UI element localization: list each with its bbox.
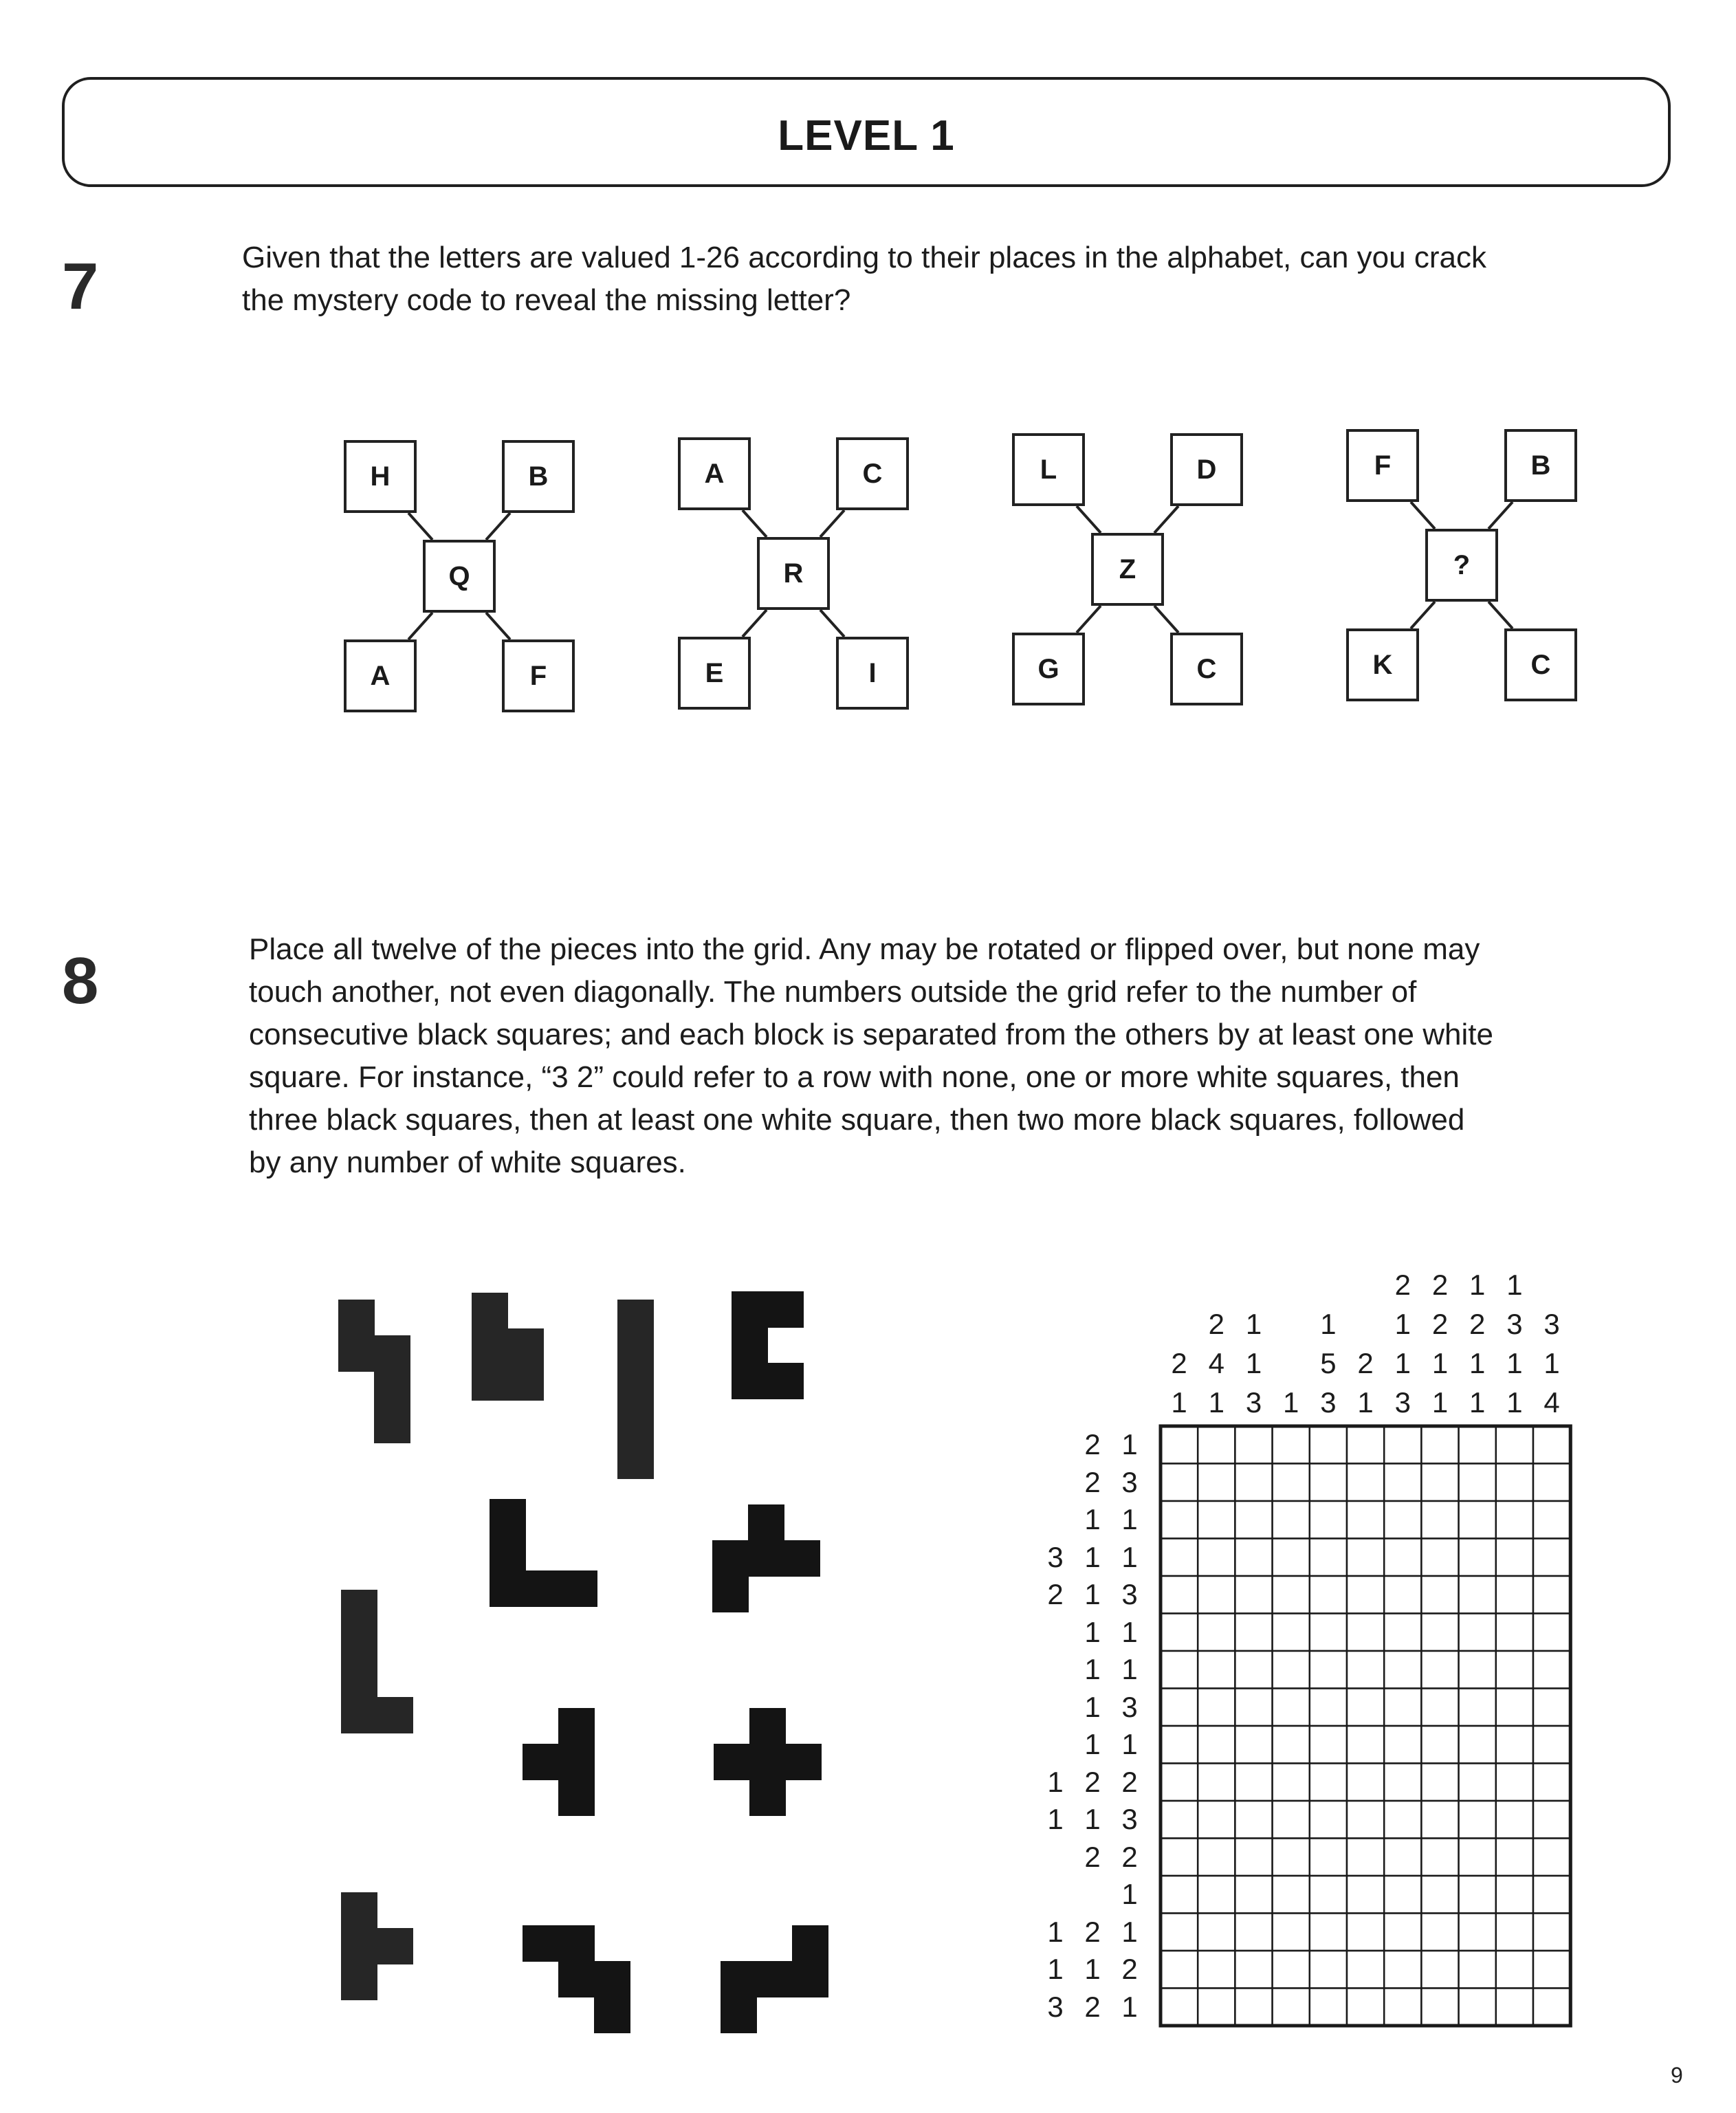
grid-cell[interactable] — [1384, 1539, 1421, 1577]
grid-cell[interactable] — [1421, 1801, 1458, 1839]
grid-cell[interactable] — [1273, 1501, 1310, 1539]
grid-cell[interactable] — [1198, 1951, 1235, 1989]
grid-cell[interactable] — [1161, 1839, 1198, 1876]
column-clue-number: 3 — [1543, 1308, 1560, 1340]
row-clue-number: 2 — [1084, 1465, 1101, 1498]
grid-cell[interactable] — [1533, 1876, 1570, 1914]
grid-cell[interactable] — [1384, 1576, 1421, 1614]
column-clue-number: 3 — [1506, 1308, 1523, 1340]
grid-cell[interactable] — [1533, 1464, 1570, 1502]
grid-cell[interactable] — [1421, 1951, 1458, 1989]
grid-cell[interactable] — [1273, 1689, 1310, 1727]
grid-cell[interactable] — [1421, 1426, 1458, 1464]
row-clue-number: 1 — [1084, 1953, 1101, 1986]
column-clue-number: 1 — [1506, 1347, 1523, 1379]
grid-cell[interactable] — [1310, 1426, 1347, 1464]
letter-box-top-right: B — [502, 440, 575, 513]
grid-cell[interactable] — [1273, 1464, 1310, 1502]
grid-cell[interactable] — [1496, 1726, 1533, 1764]
row-clue-number: 2 — [1084, 1915, 1101, 1948]
grid-cell[interactable] — [1235, 1839, 1272, 1876]
row-clue-number: 1 — [1121, 1540, 1138, 1573]
question-7-line: the mystery code to reveal the missing letter? — [242, 283, 851, 317]
grid-cell[interactable] — [1421, 1839, 1458, 1876]
grid-cell[interactable] — [1459, 1501, 1496, 1539]
grid-cell[interactable] — [1347, 1914, 1384, 1951]
grid-cell[interactable] — [1496, 1801, 1533, 1839]
grid-cell[interactable] — [1347, 1876, 1384, 1914]
letter-box-top-left: A — [678, 437, 751, 510]
column-clue-number: 2 — [1431, 1308, 1449, 1340]
row-clue-number: 1 — [1047, 1765, 1064, 1798]
grid-cell[interactable] — [1384, 1914, 1421, 1951]
column-clue-number: 4 — [1208, 1347, 1224, 1379]
row-clue-number: 1 — [1121, 1653, 1138, 1686]
column-clue-number: 1 — [1171, 1386, 1187, 1419]
grid-cell[interactable] — [1533, 1614, 1570, 1652]
grid-cell[interactable] — [1273, 1914, 1310, 1951]
grid-cell[interactable] — [1347, 1951, 1384, 1989]
grid-cell[interactable] — [1459, 1989, 1496, 2026]
grid-cell[interactable] — [1273, 1614, 1310, 1652]
column-clue-number: 1 — [1245, 1347, 1262, 1379]
row-clue-number: 1 — [1047, 1953, 1064, 1986]
grid-cell[interactable] — [1161, 1689, 1198, 1727]
grid-cell[interactable] — [1161, 1576, 1198, 1614]
grid-cell[interactable] — [1198, 1689, 1235, 1727]
grid-cell[interactable] — [1459, 1726, 1496, 1764]
grid-cell[interactable] — [1310, 1876, 1347, 1914]
grid-cell[interactable] — [1347, 1801, 1384, 1839]
row-clue-number: 3 — [1047, 1540, 1064, 1573]
grid-cell[interactable] — [1310, 1764, 1347, 1802]
grid-cell[interactable] — [1496, 1951, 1533, 1989]
grid-cell[interactable] — [1198, 1539, 1235, 1577]
letter-box-center: Q — [423, 540, 496, 613]
grid-cell[interactable] — [1384, 1614, 1421, 1652]
grid-cell[interactable] — [1421, 1614, 1458, 1652]
column-clue-number: 1 — [1394, 1308, 1411, 1340]
grid-cell[interactable] — [1198, 1876, 1235, 1914]
grid-cell[interactable] — [1161, 1989, 1198, 2026]
column-clue-number: 2 — [1208, 1308, 1224, 1340]
grid-cell[interactable] — [1421, 1464, 1458, 1502]
grid-cell[interactable] — [1421, 1764, 1458, 1802]
grid-cell[interactable] — [1273, 1989, 1310, 2026]
grid-cell[interactable] — [1459, 1651, 1496, 1689]
row-clue-number: 3 — [1121, 1690, 1138, 1723]
grid-cell[interactable] — [1533, 1651, 1570, 1689]
grid-cell[interactable] — [1496, 1764, 1533, 1802]
row-clue-number: 1 — [1047, 1803, 1064, 1836]
grid-cell[interactable] — [1235, 1501, 1272, 1539]
column-clue-number: 1 — [1208, 1386, 1224, 1419]
row-clue-number: 1 — [1084, 1653, 1101, 1686]
grid-cell[interactable] — [1161, 1501, 1198, 1539]
grid-cell[interactable] — [1273, 1951, 1310, 1989]
grid-cell[interactable] — [1384, 1689, 1421, 1727]
grid-cell[interactable] — [1384, 1764, 1421, 1802]
row-clue-number: 1 — [1084, 1728, 1101, 1761]
grid-cell[interactable] — [1161, 1876, 1198, 1914]
grid-cell[interactable] — [1161, 1614, 1198, 1652]
row-clue-number: 2 — [1121, 1953, 1138, 1986]
grid-cell[interactable] — [1459, 1614, 1496, 1652]
grid-cell[interactable] — [1347, 1689, 1384, 1727]
grid-cell[interactable] — [1161, 1539, 1198, 1577]
grid-cell[interactable] — [1533, 1501, 1570, 1539]
grid-cell[interactable] — [1384, 1839, 1421, 1876]
grid-cell[interactable] — [1235, 1764, 1272, 1802]
letter-box-bottom-right: C — [1504, 628, 1577, 701]
column-clue-number: 1 — [1506, 1386, 1523, 1419]
grid-cell[interactable] — [1384, 1951, 1421, 1989]
grid-cell[interactable] — [1161, 1651, 1198, 1689]
letter-box-top-left: F — [1346, 429, 1419, 502]
grid-cell[interactable] — [1310, 1914, 1347, 1951]
grid-cell[interactable] — [1421, 1651, 1458, 1689]
question-8-line: three black squares, then at least one white square, then two more black squares, followed — [249, 1103, 1465, 1137]
row-clue-number: 1 — [1121, 1728, 1138, 1761]
grid-cell[interactable] — [1235, 1614, 1272, 1652]
grid-cell[interactable] — [1459, 1689, 1496, 1727]
question-7-line: Given that the letters are valued 1-26 according to their places in the alphabet, can you crack — [242, 241, 1486, 274]
row-clue-number: 1 — [1121, 1990, 1138, 2023]
grid-cell[interactable] — [1235, 1651, 1272, 1689]
grid-cell[interactable] — [1459, 1764, 1496, 1802]
grid-cell[interactable] — [1459, 1539, 1496, 1577]
grid-cell[interactable] — [1273, 1576, 1310, 1614]
grid-cell[interactable] — [1235, 1801, 1272, 1839]
column-clue-number: 2 — [1431, 1269, 1449, 1301]
column-clue-number: 1 — [1469, 1269, 1486, 1301]
column-clue-number: 1 — [1283, 1386, 1299, 1419]
letter-box-center: ? — [1425, 529, 1498, 602]
grid-cell[interactable] — [1347, 1726, 1384, 1764]
letter-box-top-right: D — [1170, 433, 1243, 506]
column-clue-number: 1 — [1320, 1308, 1337, 1340]
grid-cell[interactable] — [1421, 1501, 1458, 1539]
row-clue-number: 2 — [1084, 1428, 1101, 1461]
column-clue-number: 5 — [1320, 1347, 1337, 1379]
grid-cell[interactable] — [1347, 1501, 1384, 1539]
grid-cell[interactable] — [1310, 1801, 1347, 1839]
row-clue-number: 1 — [1084, 1578, 1101, 1611]
question-8-line: consecutive black squares; and each block is separated from the others by at least one white — [249, 1018, 1493, 1051]
grid-cell[interactable] — [1310, 1651, 1347, 1689]
column-clue-number: 1 — [1357, 1386, 1374, 1419]
grid-cell[interactable] — [1235, 1914, 1272, 1951]
grid-cell[interactable] — [1421, 1726, 1458, 1764]
row-clue-number: 2 — [1084, 1990, 1101, 2023]
row-clue-number: 3 — [1121, 1803, 1138, 1836]
grid-cell[interactable] — [1273, 1726, 1310, 1764]
grid-cell[interactable] — [1235, 1539, 1272, 1577]
grid-cell[interactable] — [1459, 1839, 1496, 1876]
grid-cell[interactable] — [1347, 1764, 1384, 1802]
column-clue-number: 1 — [1469, 1386, 1486, 1419]
grid-cell[interactable] — [1533, 1989, 1570, 2026]
row-clue-number: 2 — [1121, 1840, 1138, 1873]
column-clue-number: 1 — [1394, 1347, 1411, 1379]
grid-cell[interactable] — [1533, 1426, 1570, 1464]
grid-cell[interactable] — [1384, 1989, 1421, 2026]
grid-cell[interactable] — [1533, 1726, 1570, 1764]
grid-cell[interactable] — [1533, 1689, 1570, 1727]
grid-cell[interactable] — [1384, 1726, 1421, 1764]
grid-cell[interactable] — [1198, 1914, 1235, 1951]
row-clue-number: 3 — [1047, 1990, 1064, 2023]
column-clue-number: 2 — [1394, 1269, 1411, 1301]
letter-box-top-right: B — [1504, 429, 1577, 502]
grid-cell[interactable] — [1533, 1764, 1570, 1802]
grid-cell[interactable] — [1198, 1426, 1235, 1464]
grid-cell[interactable] — [1273, 1839, 1310, 1876]
grid-cell[interactable] — [1310, 1839, 1347, 1876]
grid-cell[interactable] — [1198, 1501, 1235, 1539]
grid-cell[interactable] — [1161, 1801, 1198, 1839]
letter-box-bottom-right: I — [836, 637, 909, 710]
grid-cell[interactable] — [1273, 1876, 1310, 1914]
grid-cell[interactable] — [1459, 1951, 1496, 1989]
page-number: 9 — [1671, 2063, 1683, 2088]
column-clue-number: 3 — [1245, 1386, 1262, 1419]
grid-cell[interactable] — [1310, 1576, 1347, 1614]
column-clue-number: 2 — [1171, 1347, 1187, 1379]
letter-box-bottom-left: A — [344, 639, 417, 712]
grid-cell[interactable] — [1421, 1539, 1458, 1577]
letter-box-center: R — [757, 537, 830, 610]
row-clue-number: 2 — [1121, 1765, 1138, 1798]
row-clue-number: 3 — [1121, 1578, 1138, 1611]
grid-cell[interactable] — [1533, 1576, 1570, 1614]
question-7-number: 7 — [62, 250, 99, 323]
grid-cell[interactable] — [1533, 1951, 1570, 1989]
grid-cell[interactable] — [1161, 1764, 1198, 1802]
letter-box-bottom-right: C — [1170, 633, 1243, 705]
grid-cell[interactable] — [1496, 1426, 1533, 1464]
question-8-number: 8 — [62, 944, 99, 1018]
column-clue-number: 1 — [1431, 1386, 1449, 1419]
grid-cell[interactable] — [1273, 1651, 1310, 1689]
row-clue-number: 1 — [1084, 1615, 1101, 1648]
grid-cell[interactable] — [1235, 1876, 1272, 1914]
grid-cell[interactable] — [1235, 1989, 1272, 2026]
row-clue-number: 1 — [1121, 1878, 1138, 1911]
grid-cell[interactable] — [1198, 1614, 1235, 1652]
grid-cell[interactable] — [1198, 1576, 1235, 1614]
column-clue-number: 1 — [1245, 1308, 1262, 1340]
grid-cell[interactable] — [1384, 1801, 1421, 1839]
grid-cell[interactable] — [1347, 1839, 1384, 1876]
letter-box-bottom-left: G — [1012, 633, 1085, 705]
grid-cell[interactable] — [1421, 1989, 1458, 2026]
grid-cell[interactable] — [1459, 1576, 1496, 1614]
row-clue-number: 1 — [1047, 1915, 1064, 1948]
grid-cell[interactable] — [1496, 1989, 1533, 2026]
column-clue-number: 2 — [1469, 1308, 1486, 1340]
grid-cell[interactable] — [1198, 1801, 1235, 1839]
grid-cell[interactable] — [1347, 1539, 1384, 1577]
grid-cell[interactable] — [1161, 1726, 1198, 1764]
grid-cell[interactable] — [1496, 1576, 1533, 1614]
column-clue-number: 1 — [1506, 1269, 1523, 1301]
grid-cell[interactable] — [1459, 1426, 1496, 1464]
grid-cell[interactable] — [1347, 1464, 1384, 1502]
grid-cell[interactable] — [1235, 1426, 1272, 1464]
grid-cell[interactable] — [1533, 1839, 1570, 1876]
grid-cell[interactable] — [1310, 1726, 1347, 1764]
row-clue-number: 1 — [1084, 1540, 1101, 1573]
question-8-line: touch another, not even diagonally. The numbers outside the grid refer to the number of — [249, 975, 1417, 1009]
grid-cell[interactable] — [1347, 1651, 1384, 1689]
column-clue-number: 3 — [1394, 1386, 1411, 1419]
grid-cell[interactable] — [1235, 1726, 1272, 1764]
row-clue-number: 1 — [1084, 1803, 1101, 1836]
grid-cell[interactable] — [1347, 1989, 1384, 2026]
grid-cell[interactable] — [1459, 1801, 1496, 1839]
grid-cell[interactable] — [1496, 1876, 1533, 1914]
grid-cell[interactable] — [1459, 1464, 1496, 1502]
letter-box-bottom-right: F — [502, 639, 575, 712]
row-clue-number: 2 — [1047, 1578, 1064, 1611]
row-clue-number: 1 — [1121, 1428, 1138, 1461]
grid-cell[interactable] — [1533, 1801, 1570, 1839]
grid-cell[interactable] — [1421, 1914, 1458, 1951]
grid-cell[interactable] — [1273, 1801, 1310, 1839]
question-8-line: by any number of white squares. — [249, 1146, 686, 1179]
column-clue-number: 1 — [1543, 1347, 1560, 1379]
grid-cell[interactable] — [1496, 1689, 1533, 1727]
grid-cell[interactable] — [1496, 1464, 1533, 1502]
grid-cell[interactable] — [1310, 1614, 1347, 1652]
grid-cell[interactable] — [1310, 1951, 1347, 1989]
grid-cell[interactable] — [1347, 1576, 1384, 1614]
grid-cell[interactable] — [1198, 1764, 1235, 1802]
letter-box-top-left: L — [1012, 433, 1085, 506]
grid-cell[interactable] — [1496, 1614, 1533, 1652]
grid-cell[interactable] — [1421, 1576, 1458, 1614]
grid-cell[interactable] — [1310, 1989, 1347, 2026]
row-clue-number: 1 — [1121, 1615, 1138, 1648]
letter-box-bottom-left: K — [1346, 628, 1419, 701]
grid-cell[interactable] — [1533, 1539, 1570, 1577]
grid-cell[interactable] — [1496, 1839, 1533, 1876]
row-clue-number: 3 — [1121, 1465, 1138, 1498]
grid-cell[interactable] — [1384, 1464, 1421, 1502]
grid-cell[interactable] — [1198, 1989, 1235, 2026]
row-clue-number: 1 — [1084, 1690, 1101, 1723]
grid-cell[interactable] — [1496, 1914, 1533, 1951]
grid-cell[interactable] — [1421, 1876, 1458, 1914]
grid-cell[interactable] — [1310, 1464, 1347, 1502]
row-clue-number: 1 — [1121, 1915, 1138, 1948]
grid-cell[interactable] — [1273, 1426, 1310, 1464]
column-clue-number: 1 — [1431, 1347, 1449, 1379]
grid-cell[interactable] — [1384, 1426, 1421, 1464]
grid-cell[interactable] — [1496, 1501, 1533, 1539]
letter-box-center: Z — [1091, 533, 1164, 606]
grid-cell[interactable] — [1235, 1576, 1272, 1614]
grid-cell[interactable] — [1459, 1876, 1496, 1914]
grid-cell[interactable] — [1161, 1914, 1198, 1951]
grid-cell[interactable] — [1347, 1614, 1384, 1652]
grid-cell[interactable] — [1310, 1689, 1347, 1727]
grid-cell[interactable] — [1384, 1876, 1421, 1914]
grid-cell[interactable] — [1496, 1651, 1533, 1689]
grid-cell[interactable] — [1384, 1651, 1421, 1689]
grid-cell[interactable] — [1496, 1539, 1533, 1577]
grid-cell[interactable] — [1235, 1951, 1272, 1989]
grid-cell[interactable] — [1198, 1651, 1235, 1689]
grid-cell[interactable] — [1273, 1539, 1310, 1577]
letter-box-bottom-left: E — [678, 637, 751, 710]
row-clue-number: 1 — [1084, 1503, 1101, 1536]
grid-cell[interactable] — [1161, 1426, 1198, 1464]
column-clue-number: 1 — [1469, 1347, 1486, 1379]
question-8-line: square. For instance, “3 2” could refer to a row with none, one or more white squares, then — [249, 1060, 1460, 1094]
letter-box-top-left: H — [344, 440, 417, 513]
row-clue-number: 2 — [1084, 1765, 1101, 1798]
grid-cell[interactable] — [1198, 1839, 1235, 1876]
column-clue-number: 2 — [1357, 1347, 1374, 1379]
grid-cell[interactable] — [1273, 1764, 1310, 1802]
grid-cell[interactable] — [1421, 1689, 1458, 1727]
column-clue-number: 4 — [1543, 1386, 1560, 1419]
grid-cell[interactable] — [1235, 1464, 1272, 1502]
grid-cell[interactable] — [1310, 1539, 1347, 1577]
level-title: LEVEL 1 — [778, 112, 955, 160]
grid-cell[interactable] — [1198, 1464, 1235, 1502]
grid-cell[interactable] — [1459, 1914, 1496, 1951]
grid-cell[interactable] — [1161, 1951, 1198, 1989]
grid-cell[interactable] — [1161, 1464, 1198, 1502]
grid-cell[interactable] — [1533, 1914, 1570, 1951]
question-8-line: Place all twelve of the pieces into the grid. Any may be rotated or flipped over, but none may — [249, 932, 1480, 966]
row-clue-number: 1 — [1121, 1503, 1138, 1536]
column-clue-number: 3 — [1320, 1386, 1337, 1419]
grid-cell[interactable] — [1235, 1689, 1272, 1727]
grid-cell[interactable] — [1347, 1426, 1384, 1464]
letter-box-top-right: C — [836, 437, 909, 510]
grid-cell[interactable] — [1384, 1501, 1421, 1539]
row-clue-number: 2 — [1084, 1840, 1101, 1873]
grid-cell[interactable] — [1310, 1501, 1347, 1539]
grid-cell[interactable] — [1198, 1726, 1235, 1764]
